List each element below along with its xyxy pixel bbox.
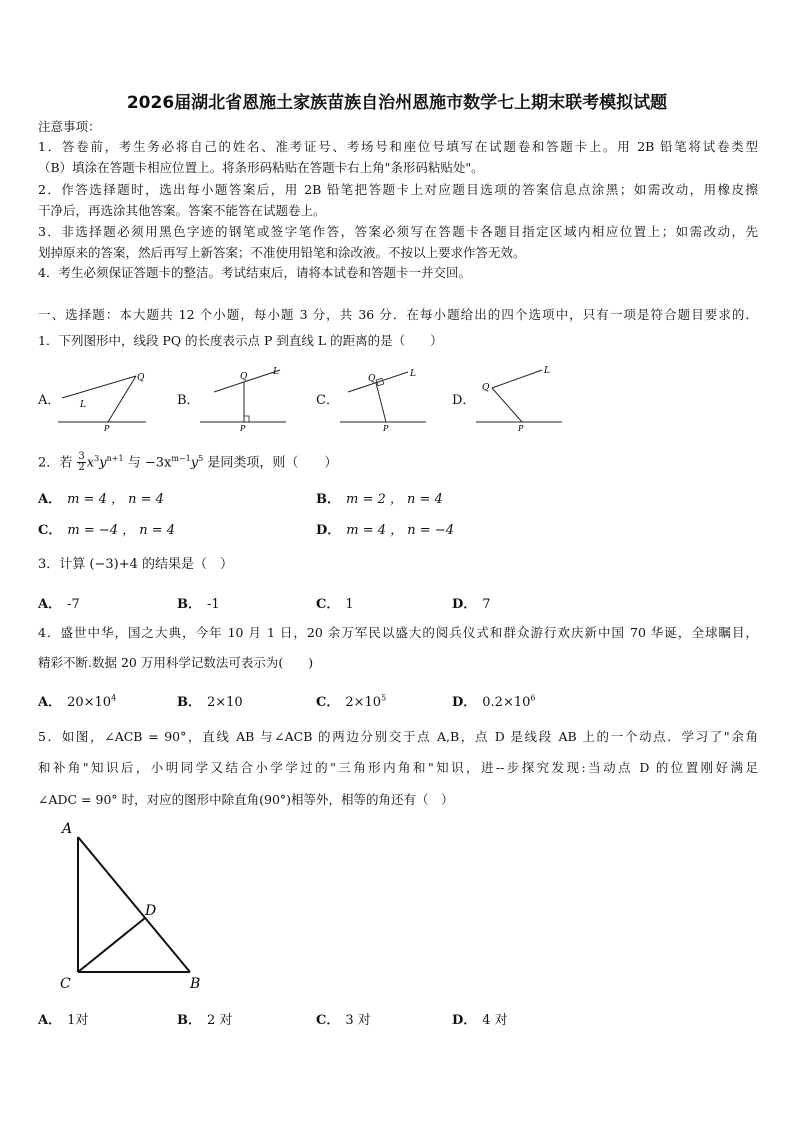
option-text: 3 对 xyxy=(345,1013,371,1028)
q2-term2-y: y xyxy=(190,455,199,471)
q1-stem: 1．下列图形中，线段 PQ 的长度表示点 P 到直线 L 的距离的是（ ） xyxy=(38,333,443,348)
option-text: 7 xyxy=(482,597,491,612)
option-base: 20×10 xyxy=(67,695,112,710)
q2-term1-y: y xyxy=(99,455,107,471)
label-d: D xyxy=(145,903,157,919)
label-c: C xyxy=(60,976,71,992)
label-p: P xyxy=(240,424,246,432)
q2-term2: −3x xyxy=(144,455,172,471)
option-exp: 6 xyxy=(530,693,536,703)
label-q: Q xyxy=(240,372,248,382)
q4-option-c xyxy=(316,691,386,710)
q5-option-d xyxy=(452,1009,508,1028)
q2-option-c xyxy=(38,519,175,538)
option-letter: D． xyxy=(452,695,477,710)
option-base: 0.2×10 xyxy=(482,695,531,710)
q3-stem: 3．计算 (−3)+4 的结果是（ ） xyxy=(38,557,234,572)
option-letter: C． xyxy=(316,1013,340,1028)
q5-triangle-figure xyxy=(52,815,212,995)
q2-option-a xyxy=(38,488,164,507)
q1-option-c-letter: C． xyxy=(316,393,339,408)
q5-line-1: 5．如图，∠ACB = 90°，直线 AB 与∠ACB 的两边分别交于点 A,B，点 D 是线段 AB 上的一个动点．学习了"余角 xyxy=(38,729,758,744)
option-text: -7 xyxy=(67,597,80,612)
option-letter: A． xyxy=(38,1013,62,1028)
q3-option-b xyxy=(177,593,220,612)
q1-figure-d xyxy=(474,362,566,432)
option-text: 2 对 xyxy=(207,1013,233,1028)
option-letter: B． xyxy=(177,597,201,612)
option-base: 2×10 xyxy=(345,695,382,710)
label-a: A xyxy=(62,821,73,837)
option-base: 2×10 xyxy=(207,695,243,710)
option-exp: 5 xyxy=(381,693,387,703)
label-l: L xyxy=(273,367,279,377)
option-letter: B． xyxy=(177,695,201,710)
label-l: L xyxy=(410,369,416,379)
option-text: 4 对 xyxy=(482,1013,508,1028)
option-text: m = 2 ， n = 4 xyxy=(346,492,443,507)
q2-mid: 与 xyxy=(127,455,141,471)
q5-option-a xyxy=(38,1009,88,1028)
notice-line-6: 划掉原来的答案，然后再写上新答案；不准使用铅笔和涂改液。不按以上要求作答无效。 xyxy=(38,245,526,260)
q2-term2-exp: m−1 xyxy=(171,454,191,463)
option-exp: 4 xyxy=(111,693,117,703)
q2-option-d xyxy=(316,519,454,538)
option-letter: C． xyxy=(316,597,340,612)
label-p: P xyxy=(383,424,389,432)
option-letter: A． xyxy=(38,695,62,710)
q2-term2-yexp: 5 xyxy=(198,454,204,463)
option-letter: B． xyxy=(316,492,340,507)
q2-pre: 2．若 xyxy=(38,455,73,471)
q4-option-a xyxy=(38,691,116,710)
label-l: L xyxy=(80,400,86,410)
q2-post: 是同类项，则（ ） xyxy=(207,455,338,471)
label-l: L xyxy=(544,366,550,376)
q2-term1-yexp: n+1 xyxy=(106,454,124,463)
q3-option-d xyxy=(452,593,491,612)
notice-line-1: 1．答卷前，考生务必将自己的姓名、准考证号、考场号和座位号填写在试题卷和答题卡上。用 2B 铅笔将试卷类型 xyxy=(38,139,758,154)
q2-fraction xyxy=(77,452,85,473)
option-letter: D． xyxy=(316,523,341,538)
option-letter: D． xyxy=(452,597,477,612)
page-title: 2026届湖北省恩施土家族苗族自治州恩施市数学七上期末联考模拟试题 xyxy=(126,93,668,113)
option-text: m = 4 ， n = 4 xyxy=(67,492,164,507)
q1-figure-a xyxy=(58,370,148,432)
option-letter: C． xyxy=(316,695,340,710)
option-letter: C． xyxy=(38,523,62,538)
q4-option-d xyxy=(452,691,535,710)
label-q: Q xyxy=(368,374,376,384)
label-q: Q xyxy=(137,373,145,383)
option-text: 1 xyxy=(345,597,354,612)
option-letter: D． xyxy=(452,1013,477,1028)
label-p: P xyxy=(104,424,110,432)
q2-option-b xyxy=(316,488,443,507)
q1-option-a-letter: A． xyxy=(38,393,61,408)
q1-figure-b xyxy=(198,362,288,432)
option-letter: B． xyxy=(177,1013,201,1028)
option-text: m = −4 ， n = 4 xyxy=(67,523,176,538)
option-text: 1对 xyxy=(67,1013,89,1028)
label-q: Q xyxy=(482,383,490,393)
notice-line-3: 2．作答选择题时，选出每小题答案后，用 2B 铅笔把答题卡上对应题目选项的答案信息点涂黑；如需改动，用橡皮擦 xyxy=(38,182,758,197)
notice-line-5: 3．非选择题必须用黑色字迹的钢笔或签字笔作答，答案必须写在答题卡各题目指定区域内相应位置上；如需改动，先 xyxy=(38,224,758,239)
q5-line-2: 和补角"知识后，小明同学又结合小学学过的"三角形内角和"知识，进--步探究发现:当动点 D 的位置刚好满足 xyxy=(38,760,758,775)
q1-figure-c xyxy=(338,362,430,432)
option-letter: A． xyxy=(38,597,62,612)
notice-line-7: 4．考生必须保证答题卡的整洁。考试结束后，请将本试卷和答题卡一并交回。 xyxy=(38,265,471,280)
q5-option-b xyxy=(177,1009,232,1028)
notice-heading: 注意事项： xyxy=(38,119,101,134)
label-b: B xyxy=(190,976,201,992)
label-p: P xyxy=(518,424,524,432)
q5-option-c xyxy=(316,1009,371,1028)
section-heading: 一、选择题：本大题共 12 个小题，每小题 3 分，共 36 分．在每小题给出的四个选项中，只有一项是符合题目要求的． xyxy=(38,307,758,322)
q4-line-1: 4．盛世中华，国之大典，今年 10 月 1 日，20 余万军民以盛大的阅兵仪式和群众游行欢庆新中国 70 华诞，全球瞩目， xyxy=(38,625,758,640)
notice-line-2: （B）填涂在答题卡相应位置上。将条形码粘贴在答题卡右上角"条形码粘贴处"。 xyxy=(38,160,484,175)
option-text: -1 xyxy=(207,597,220,612)
q2-frac-num: 3 xyxy=(78,451,85,463)
q5-line-3: ∠ADC = 90° 时，对应的图形中除直角(90°)相等外，相等的角还有（ ） xyxy=(38,792,454,807)
q1-option-d-letter: D． xyxy=(452,393,476,408)
option-text: m = 4 ， n = −4 xyxy=(346,523,454,538)
q2-frac-den: 2 xyxy=(78,462,85,474)
q3-option-c xyxy=(316,593,354,612)
q2-term1-xexp: 3 xyxy=(94,454,100,463)
q2-term1-x: x xyxy=(86,455,95,471)
q3-option-a xyxy=(38,593,80,612)
option-letter: A． xyxy=(38,492,62,507)
q2-stem xyxy=(38,449,758,473)
q4-line-2: 精彩不断.数据 20 万用科学记数法可表示为( ) xyxy=(38,655,314,670)
q1-option-b-letter: B． xyxy=(177,393,200,408)
notice-line-4: 干净后，再选涂其他答案。答案不能答在试题卷上。 xyxy=(38,203,326,218)
q4-option-b xyxy=(177,691,243,710)
